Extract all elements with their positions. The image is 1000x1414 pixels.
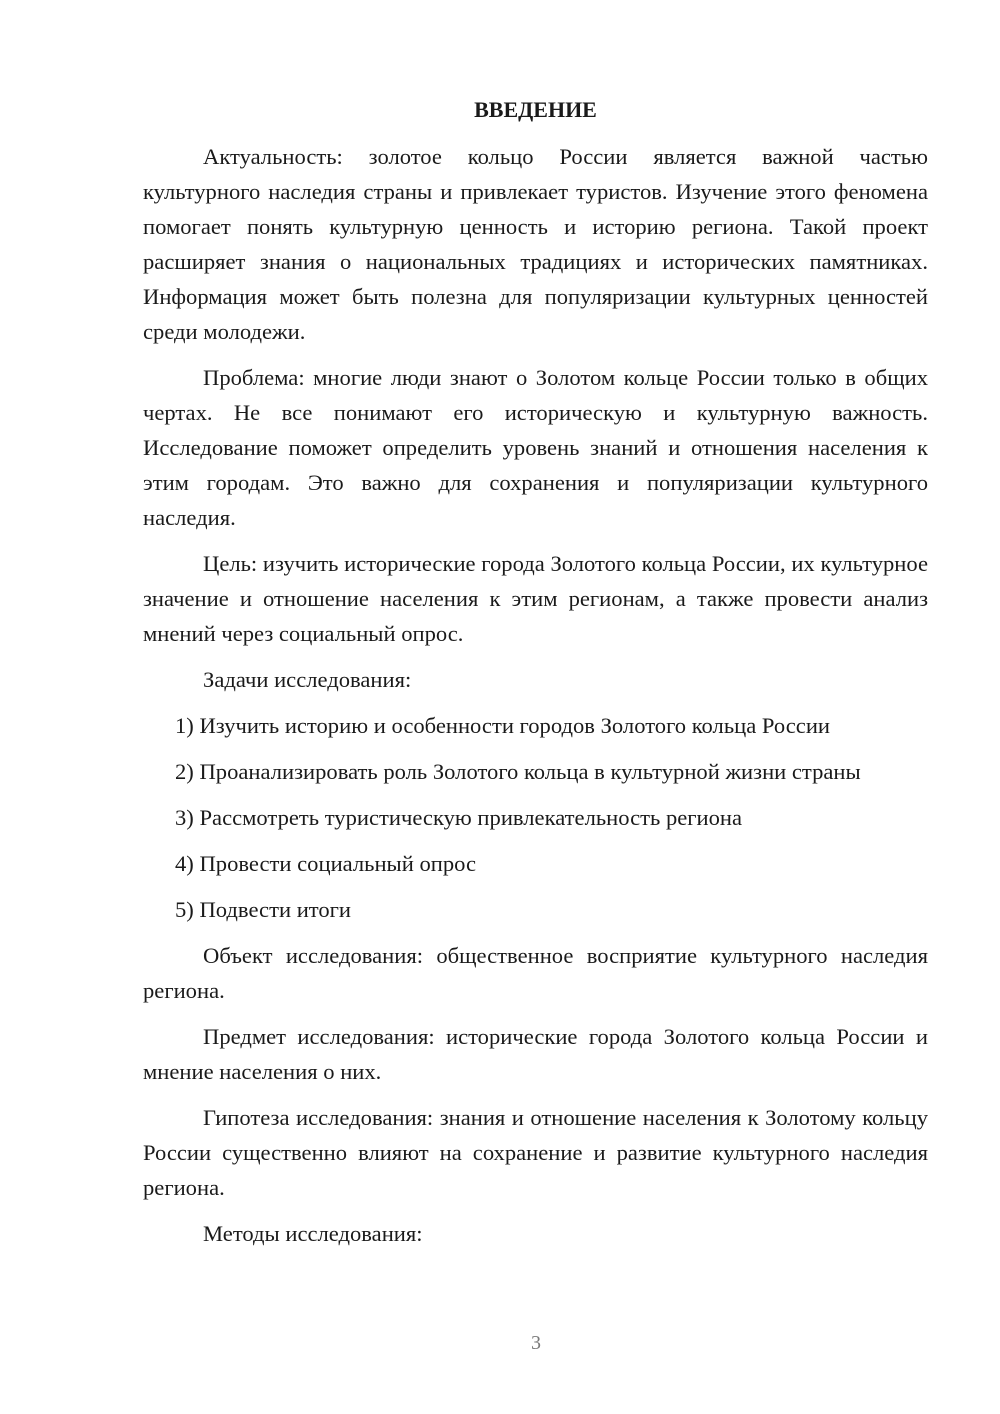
task-item: 3) Рассмотреть туристическую привлекательность региона (175, 805, 743, 830)
subject-paragraph: Предмет исследования: исторические города Золотого кольца России и мнение населения о них. (143, 1024, 928, 1084)
tasks-list (143, 708, 928, 927)
page-content (143, 95, 928, 1262)
object-paragraph: Объект исследования: общественное восприятие культурного наследия региона. (143, 943, 928, 1003)
problem-paragraph: Проблема: многие люди знают о Золотом кольце России только в общих чертах. Не все понимают его историческую и культурную важность. Исследование поможет определить уровень знаний и отношения населения к этим городам. Это важно для сохранения и популяризации культурного наследия. (143, 365, 928, 530)
page-title: ВВЕДЕНИЕ (474, 97, 597, 122)
goal-paragraph: Цель: изучить исторические города Золотого кольца России, их культурное значение и отношение населения к этим регионам, а также провести анализ мнений через социальный опрос. (143, 551, 928, 646)
tasks-heading: Задачи исследования: (203, 667, 412, 692)
task-item: 2) Проанализировать роль Золотого кольца в культурной жизни страны (175, 759, 861, 784)
task-item: 5) Подвести итоги (175, 897, 352, 922)
methods-heading: Методы исследования: (203, 1221, 423, 1246)
task-item: 1) Изучить историю и особенности городов Золотого кольца России (175, 713, 830, 738)
page-number: 3 (531, 1332, 541, 1354)
task-item: 4) Провести социальный опрос (175, 851, 477, 876)
relevance-paragraph: Актуальность: золотое кольцо России является важной частью культурного наследия страны и привлекает туристов. Изучение этого феномена помогает понять культурную ценность и историю региона. Такой проект расширяет знания о национальных традициях и исторических памятниках. Информация может быть полезна для популяризации культурных ценностей среди молодежи. (143, 144, 928, 344)
hypothesis-paragraph: Гипотеза исследования: знания и отношение населения к Золотому кольцу России существенно влияют на сохранение и развитие культурного наследия региона. (143, 1105, 928, 1200)
